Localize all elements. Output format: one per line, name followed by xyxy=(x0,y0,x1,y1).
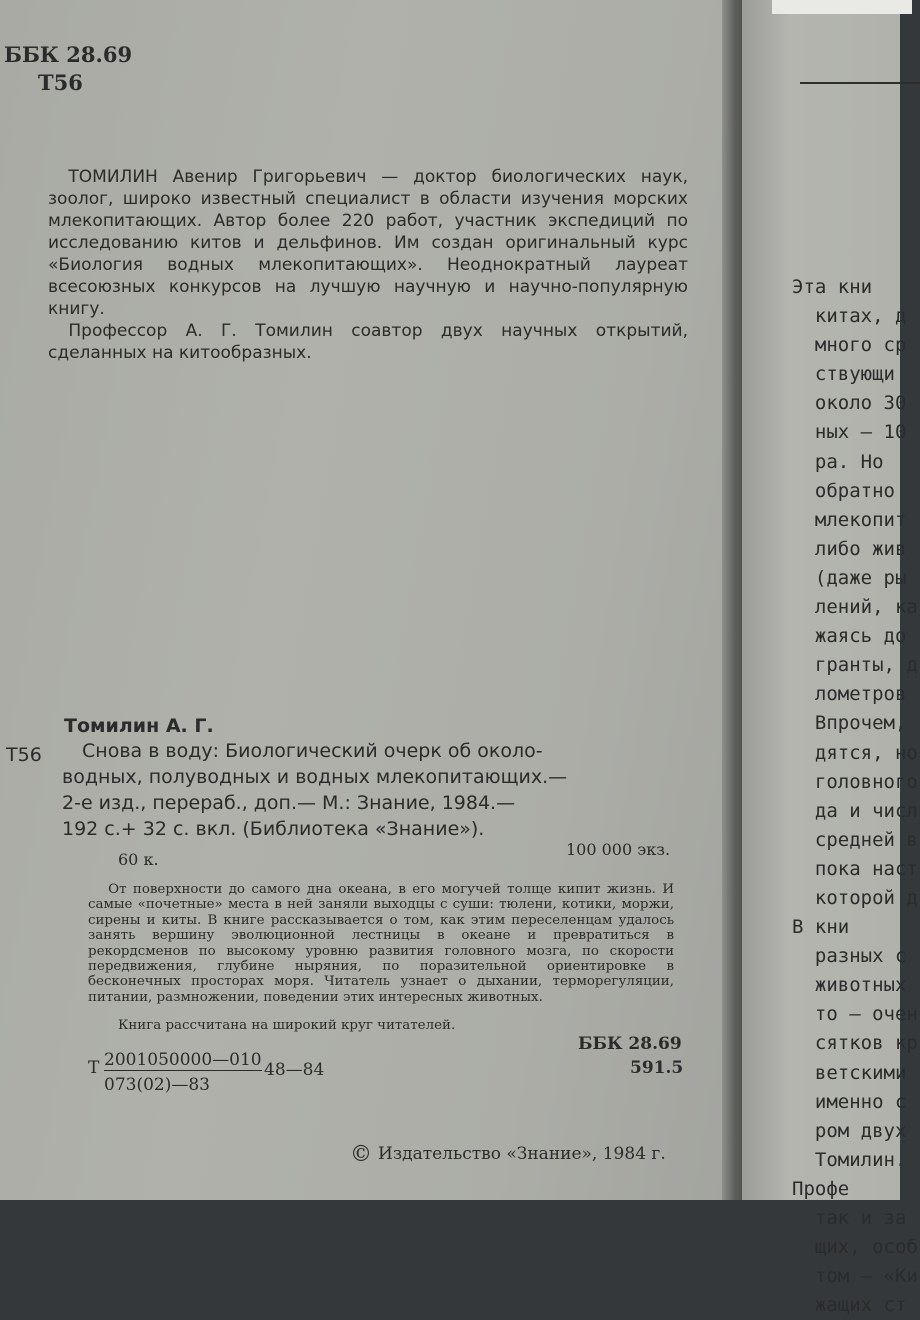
author-biography xyxy=(48,166,688,364)
right-page-line: Впрочем, xyxy=(792,712,907,735)
right-page-line: щих, особ xyxy=(792,1236,918,1259)
right-page-line: млекопит xyxy=(792,508,907,531)
right-page-line: дятся, но xyxy=(792,741,918,764)
publisher-code-denominator: 073(02)—83 xyxy=(104,1075,210,1095)
right-page-line: жаясь до xyxy=(792,625,907,648)
right-page-line: пока наст xyxy=(792,857,918,880)
catalog-line: 192 с.+ 32 с. вкл. (Библиотека «Знание»). xyxy=(62,818,485,840)
bbk-code-top: ББК 28.69 xyxy=(4,42,133,67)
right-page-line: китах, д xyxy=(792,305,907,328)
publisher-code-numerator: 2001050000—010 xyxy=(104,1050,262,1070)
right-page-line: лометров xyxy=(792,683,907,706)
header-rule xyxy=(800,82,920,84)
right-page-line: средней в xyxy=(792,828,918,851)
right-page-line: том — «Ки xyxy=(792,1265,918,1288)
right-page-line: около 30 xyxy=(792,392,907,415)
right-page-line: Профе xyxy=(792,1177,850,1200)
annotation-text: От поверхности до самого дна океана, в его могучей толще кипит жизнь. И самые «почетные» места в ней заняли выходцы с суши: тюлени, котики, моржи, сирены и киты. В книге рассказывается о том, как этим переселенцам удалось занять вершину эволюционной лестницы в океане и превратиться в рекордсменов по высокому уровню развития головного мозга, по скорости передвижения, глубине ныряния, по поразительной ориентировке в бесконечных просторах моря. Читатель узнает о дыхании, терморегуляции, питании, размножении, поведении этих интересных животных. xyxy=(88,882,674,1005)
copyright-text: Издательство «Знание», 1984 г. xyxy=(378,1144,666,1164)
bbk-code-bottom: ББК 28.69 xyxy=(578,1034,682,1054)
audience-note: Книга рассчитана на широкий круг читателей. xyxy=(118,1018,456,1033)
author-index-top: Т56 xyxy=(38,70,83,95)
publisher-code-prefix: Т xyxy=(88,1058,100,1078)
right-page-line: Томилин. xyxy=(792,1148,907,1171)
right-page-line: ром двух xyxy=(792,1119,907,1142)
right-page-line: жащих ст xyxy=(792,1294,907,1317)
right-page-line: так и за xyxy=(792,1207,907,1229)
right-page-line: лений, ка xyxy=(792,596,918,619)
right-page-text xyxy=(792,273,918,1320)
catalog-line: водных, полуводных и водных млекопитающих.— xyxy=(62,766,568,788)
right-page-line: (даже ры xyxy=(792,566,907,589)
right-page-line: гранты, д xyxy=(792,654,918,677)
bio-paragraph: ТОМИЛИН Авенир Григорьевич — доктор биологических наук, зоолог, широко известный специалист в области изучения морских млекопитающих. Автор более 220 работ, участник экспедиций по исследованию китов и дельфинов. Им создан оригинальный курс «Биология водных млекопитающих». Неоднократный лауреат всесоюзных конкурсов на лучшую научную и научно-популярную книгу. xyxy=(48,167,688,319)
right-page xyxy=(742,0,918,1317)
right-page-line: ных — 10 xyxy=(792,421,907,444)
price: 60 к. xyxy=(118,850,159,869)
right-page-line: именно с xyxy=(792,1090,907,1113)
catalog-author: Томилин А. Г. xyxy=(64,715,214,737)
right-page-line: В кни xyxy=(792,916,850,939)
catalog-entry xyxy=(62,738,674,842)
page-edge xyxy=(772,0,912,14)
right-page-line: да и числ xyxy=(792,799,918,822)
bio-paragraph: Профессор А. Г. Томилин соавтор двух научных открытий, сделанных на китообразных. xyxy=(48,321,688,363)
right-page-line: обратно xyxy=(792,479,895,502)
right-page-line: ветскими xyxy=(792,1061,907,1084)
right-page-line: то — очен xyxy=(792,1003,918,1026)
right-page-line: которой д xyxy=(792,886,918,909)
right-page-line: разных с xyxy=(792,945,907,968)
catalog-line: 2-е изд., перераб., доп.— М.: Знание, 1984.— xyxy=(62,792,516,814)
right-page-line: Эта кни xyxy=(792,276,873,298)
right-page-line: ствующи xyxy=(792,363,895,386)
print-run: 100 000 экз. xyxy=(566,840,671,859)
right-page-line: головного xyxy=(792,770,918,793)
right-page-line: ра. Но xyxy=(792,450,884,473)
copyright-icon: © xyxy=(350,1142,372,1167)
right-page-line: сятков кр xyxy=(792,1032,918,1055)
right-page-line: либо жив xyxy=(792,537,907,560)
publisher-code-suffix: 48—84 xyxy=(264,1060,325,1080)
copyright-line xyxy=(350,1142,666,1167)
right-page-line: животных xyxy=(792,974,907,997)
catalog-index: Т56 xyxy=(6,744,42,766)
catalog-line: Снова в воду: Биологический очерк об около- xyxy=(82,740,543,762)
annotation xyxy=(88,882,674,1005)
udc-code: 591.5 xyxy=(630,1058,684,1078)
right-page-line: много ср xyxy=(792,334,907,357)
